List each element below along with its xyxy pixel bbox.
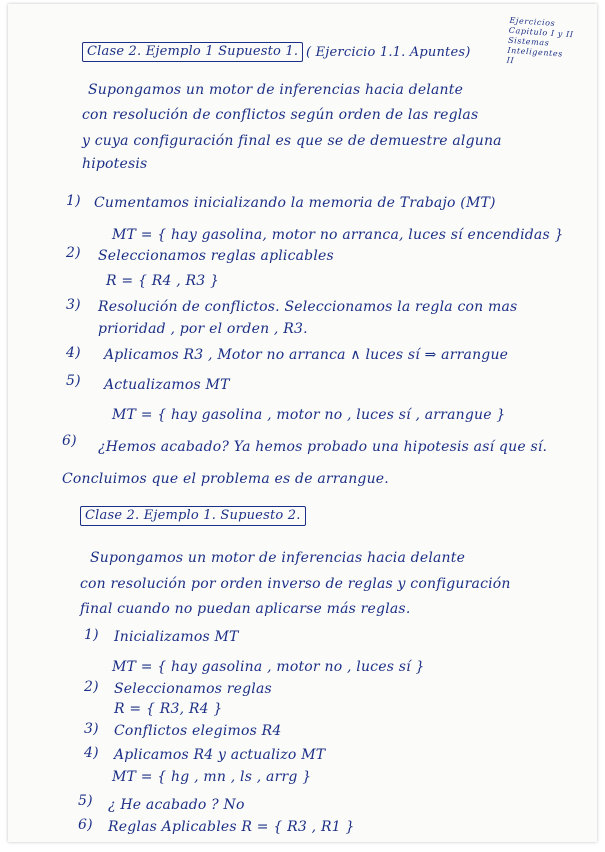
- step-text: R = { R4 , R3 }: [106, 273, 220, 289]
- intro-line: Supongamos un motor de inferencias hacia delante: [90, 550, 466, 566]
- step-number: 5): [66, 373, 81, 389]
- step-text: Seleccionamos reglas: [114, 681, 272, 697]
- step-number: 3): [66, 297, 81, 313]
- corner-note-line: Ejercicios: [509, 15, 556, 28]
- section2-title: Clase 2. Ejemplo 1. Supuesto 2.: [80, 506, 306, 526]
- step-text: Resolución de conflictos. Seleccionamos la regla con mas: [98, 299, 518, 315]
- step-number: 1): [66, 193, 81, 209]
- step-number: 4): [84, 745, 99, 761]
- step-number: 5): [78, 793, 93, 809]
- step-text: MT = { hay gasolina , motor no , luces sí }: [112, 659, 425, 675]
- section1-title: Clase 2. Ejemplo 1 Supuesto 1.: [82, 42, 303, 62]
- step-text: ¿Hemos acabado? Ya hemos probado una hipotesis así que sí.: [98, 439, 548, 455]
- intro-line: final cuando no puedan aplicarse más reglas.: [80, 601, 411, 617]
- intro-line: y cuya configuración final es que se de demuestre alguna: [82, 133, 502, 149]
- step-text: Inicializamos MT: [114, 629, 239, 645]
- step-number: 2): [66, 245, 81, 261]
- step-text: Reglas Aplicables R = { R3 , R1 }: [108, 819, 355, 835]
- step-text: R = { R3, R4 }: [114, 701, 223, 717]
- corner-note: [506, 16, 574, 70]
- conclusion: Concluimos que el problema es de arrangue.: [62, 471, 389, 487]
- notebook-page: [8, 4, 597, 842]
- step-text: ¿ He acabado ? No: [108, 797, 245, 813]
- intro-line: Supongamos un motor de inferencias hacia delante: [88, 82, 464, 98]
- step-number: 2): [84, 679, 99, 695]
- step-text: Conflictos elegimos R4: [114, 723, 282, 739]
- step-text: Seleccionamos reglas aplicables: [98, 248, 334, 264]
- step-text: Cumentamos inicializando la memoria de Trabajo (MT): [94, 195, 496, 211]
- step-number: 3): [84, 721, 99, 737]
- step-text: Aplicamos R4 y actualizo MT: [114, 747, 326, 763]
- intro-line: con resolución por orden inverso de reglas y configuración: [80, 576, 511, 592]
- section1-subtitle: ( Ejercicio 1.1. Apuntes): [306, 45, 471, 60]
- intro-line: hipotesis: [82, 156, 148, 172]
- step-text: Actualizamos MT: [104, 377, 230, 393]
- corner-note-line: Sistemas: [507, 35, 550, 48]
- step-number: 4): [66, 345, 81, 361]
- step-text: MT = { hay gasolina, motor no arranca, luces sí encendidas }: [112, 227, 564, 243]
- corner-note-line: Inteligentes: [507, 45, 564, 59]
- step-text: prioridad , por el orden , R3.: [98, 321, 308, 337]
- step-number: 6): [62, 433, 77, 449]
- corner-note-line: Capitulo I y II: [508, 25, 574, 40]
- step-text: MT = { hg , mn , ls , arrg }: [112, 769, 312, 785]
- step-text: MT = { hay gasolina , motor no , luces sí , arrangue }: [112, 407, 506, 423]
- step-number: 6): [78, 817, 93, 833]
- step-text: Aplicamos R3 , Motor no arranca ∧ luces sí ⇒ arrangue: [104, 347, 509, 363]
- step-number: 1): [84, 627, 99, 643]
- intro-line: con resolución de conflictos según orden de las reglas: [82, 107, 479, 123]
- corner-note-line: II: [506, 55, 515, 66]
